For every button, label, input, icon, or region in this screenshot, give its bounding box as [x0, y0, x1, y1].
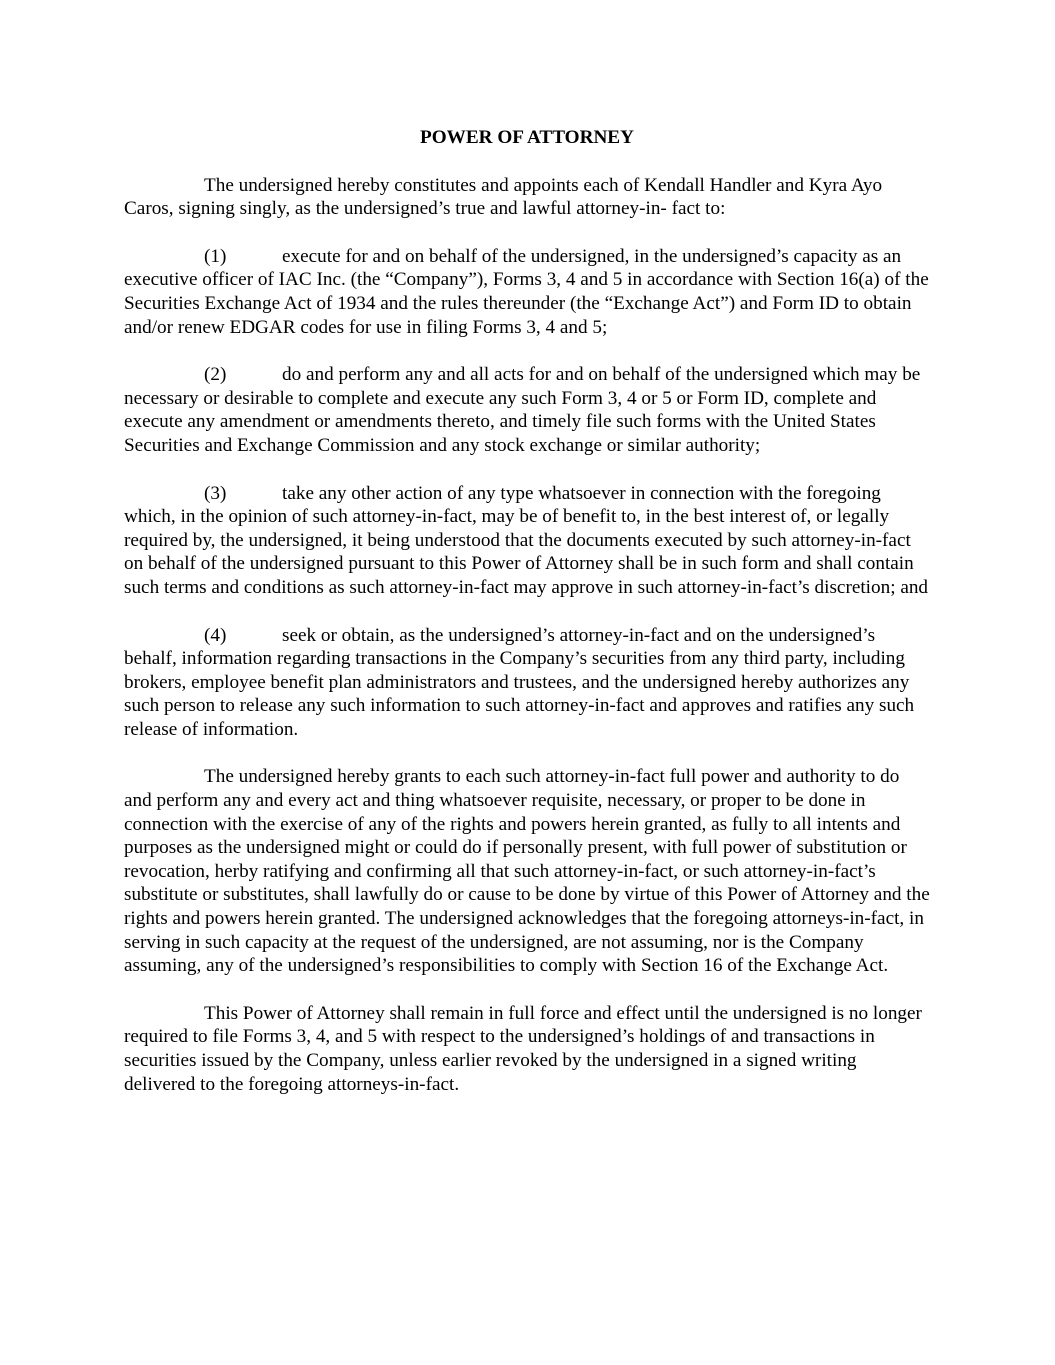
item-number: (4)	[204, 624, 227, 646]
list-item	[124, 363, 930, 457]
item-number: (3)	[204, 482, 227, 504]
grant-paragraph: The undersigned hereby grants to each such attorney-in-fact full power and authority to do and perform any and every act and thing whatsoever requisite, necessary, or proper to be done in connection with the exercise of any of the rights and powers herein granted, as fully to all intents and purposes as the undersigned might or could do if personally present, with full power of substitution or revocation, herby ratifying and confirming all that such attorney-in-fact, or such attorney-in-fact’s substitute or substitutes, shall lawfully do or cause to be done by virtue of this Power of Attorney and the rights and powers herein granted. The undersigned acknowledges that the foregoing attorneys-in-fact, in serving in such capacity at the request of the undersigned, are not assuming, nor is the Company assuming, any of the undersigned’s responsibilities to comply with Section 16 of the Exchange Act.	[124, 766, 930, 977]
list-item	[124, 245, 930, 339]
item-number: (2)	[204, 364, 227, 386]
list-item	[124, 482, 930, 600]
item-text: do and perform any and all acts for and on behalf of the undersigned which may be necessary or desirable to complete and execute any such Form 3, 4 or 5 or Form ID, complete and execute any amendment or amendments thereto, and timely file such forms with the United States Securities and Exchange Commission and any stock exchange or similar authority;	[124, 364, 921, 456]
item-text: execute for and on behalf of the undersigned, in the undersigned’s capacity as an executive officer of IAC Inc. (the “Company”), Forms 3, 4 and 5 in accordance with Section 16(a) of the Securities Exchange Act of 1934 and the rules thereunder (the “Exchange Act”) and Form ID to obtain and/or renew EDGAR codes for use in filing Forms 3, 4 and 5;	[124, 245, 929, 338]
list-item	[124, 624, 930, 742]
document-page	[124, 126, 930, 1120]
duration-paragraph: This Power of Attorney shall remain in full force and effect until the undersigned is no longer required to file Forms 3, 4, and 5 with respect to the undersigned’s holdings of and transactions in securities issued by the Company, unless earlier revoked by the undersigned in a signed writing delivered to the foregoing attorneys-in-fact.	[124, 1002, 922, 1095]
document-title: POWER OF ATTORNEY	[420, 127, 634, 148]
item-text: take any other action of any type whatsoever in connection with the foregoing which, in the opinion of such attorney-in-fact, may be of benefit to, in the best interest of, or legally required by, the undersigned, it being understood that the documents executed by such attorney-in-fact on behalf of the undersigned pursuant to this Power of Attorney shall be in such form and shall contain such terms and conditions as such attorney-in-fact may approve in such attorney-in-fact’s discretion; and	[124, 482, 929, 598]
intro-paragraph: The undersigned hereby constitutes and appoints each of Kendall Handler and Kyra Ayo Caros, signing singly, as the undersigned’s true and lawful attorney-in- fact to:	[124, 174, 883, 220]
item-text: seek or obtain, as the undersigned’s attorney-in-fact and on the undersigned’s behalf, information regarding transactions in the Company’s securities from any third party, including brokers, employee benefit plan administrators and trustees, and the undersigned hereby authorizes any such person to release any such information to such attorney-in-fact and approves and ratifies any such release of information.	[124, 624, 915, 740]
item-number: (1)	[204, 245, 227, 267]
